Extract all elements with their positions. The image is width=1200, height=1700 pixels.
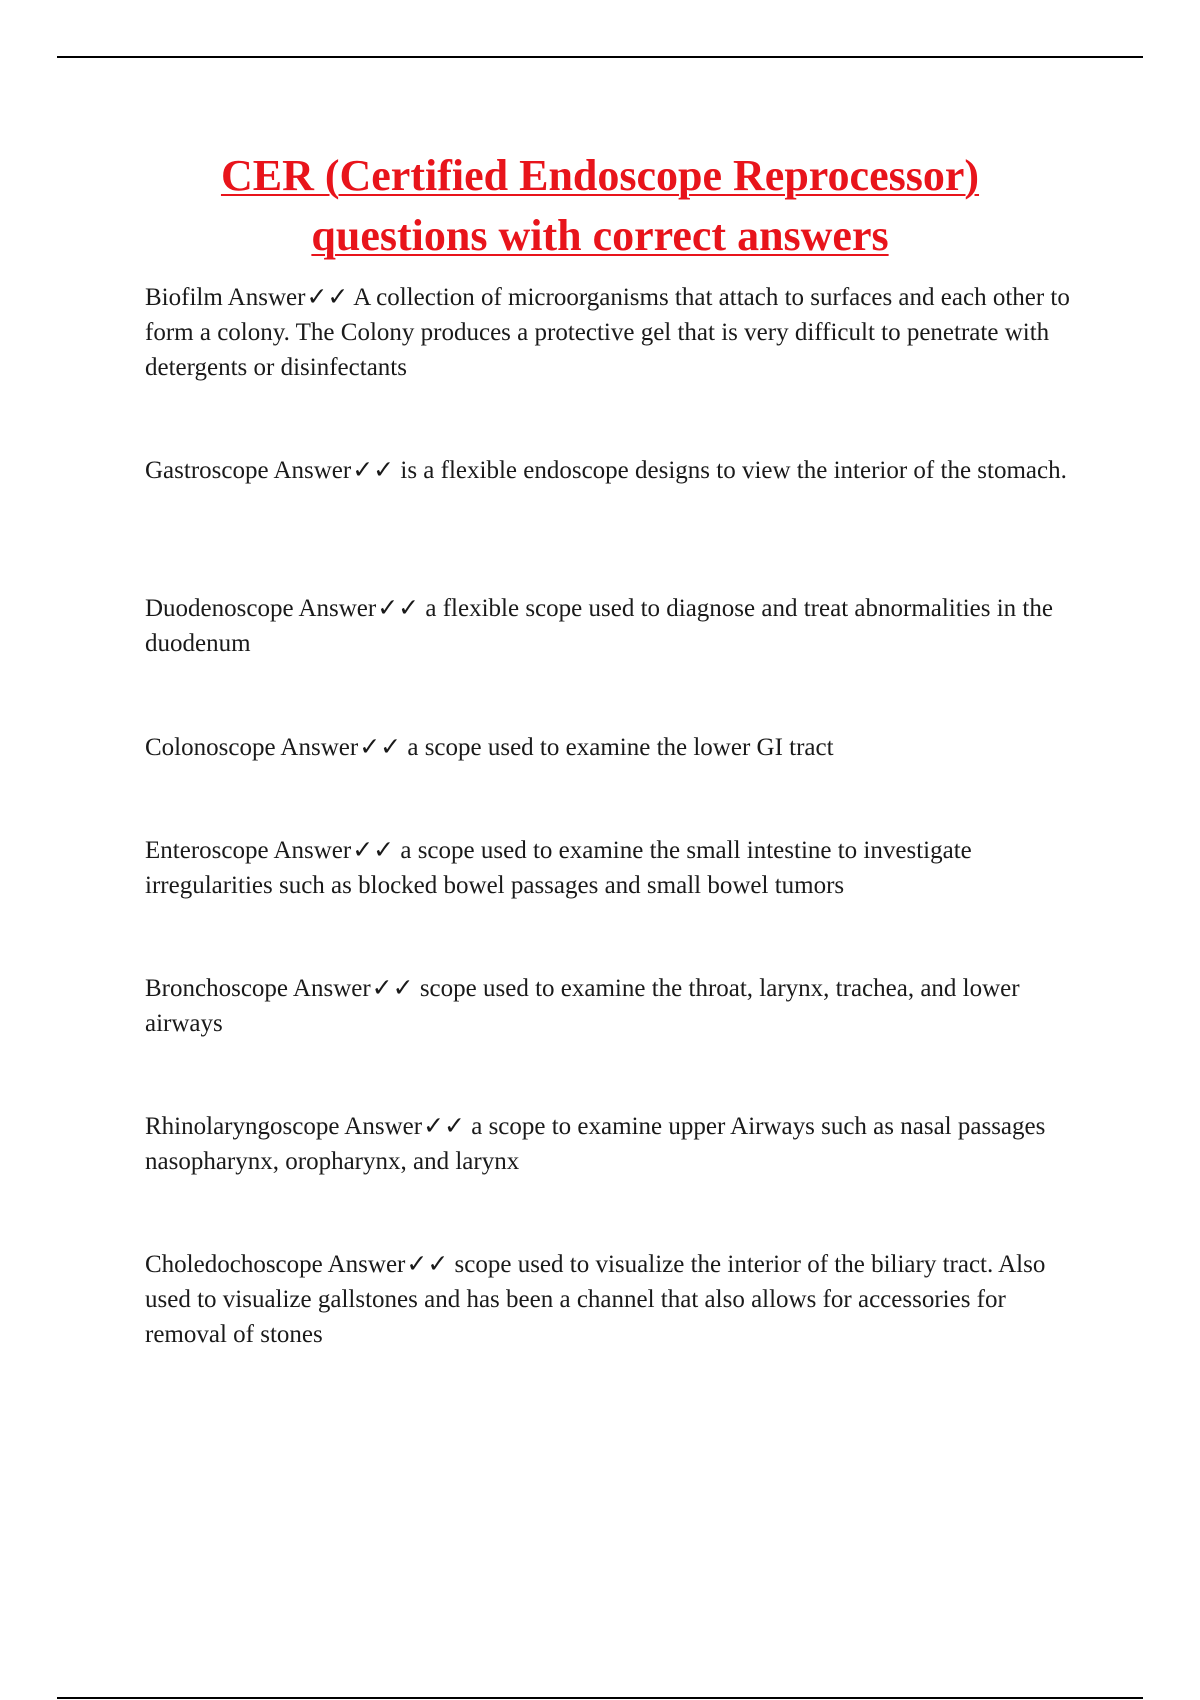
term: Gastroscope <box>145 457 269 484</box>
qa-entry-biofilm <box>145 280 1085 385</box>
qa-entry-duodenoscope <box>145 591 1085 661</box>
check-marks: ✓✓ <box>377 595 420 622</box>
qa-entry-gastroscope <box>145 453 1085 488</box>
answer-label: Answer <box>273 837 352 864</box>
title-line-1: CER (Certified Endoscope Reprocessor) <box>220 151 980 200</box>
definition: is a flexible endoscope designs to view the interior of the stomach. <box>400 457 1067 484</box>
term: Biofilm <box>145 284 223 311</box>
qa-entry-choledochoscope <box>145 1247 1085 1352</box>
term: Enteroscope <box>145 837 269 864</box>
term: Bronchoscope <box>145 975 289 1002</box>
answer-label: Answer <box>344 1113 423 1140</box>
answer-label: Answer <box>327 1251 406 1278</box>
check-marks: ✓✓ <box>371 975 414 1002</box>
answer-label: Answer <box>273 457 352 484</box>
title-line-2: questions with correct answers <box>311 211 889 260</box>
check-marks: ✓✓ <box>352 457 395 484</box>
bottom-rule <box>57 1697 1143 1699</box>
definition: a scope used to examine the lower GI tract <box>407 734 834 761</box>
definition: a scope used to examine the small intestine to investigate irregularities such as blocked bowel passages and small bowel tumors <box>145 837 972 899</box>
answer-label: Answer <box>227 284 306 311</box>
definition: scope used to examine the throat, larynx, trachea, and lower airways <box>145 975 1020 1037</box>
qa-entry-rhinolaryngoscope <box>145 1109 1085 1179</box>
definition: scope used to visualize the interior of the biliary tract. Also used to visualize gallstones and has been a channel that also allows for accessories for removal of stones <box>145 1251 1046 1348</box>
answer-label: Answer <box>298 595 377 622</box>
check-marks: ✓✓ <box>359 734 402 761</box>
term: Rhinolaryngoscope <box>145 1113 340 1140</box>
definition: a scope to examine upper Airways such as nasal passages nasopharynx, oropharynx, and larynx <box>145 1113 1046 1175</box>
term: Duodenoscope <box>145 595 294 622</box>
definition: a flexible scope used to diagnose and treat abnormalities in the duodenum <box>145 595 1053 657</box>
term: Choledochoscope <box>145 1251 323 1278</box>
check-marks: ✓✓ <box>423 1113 465 1140</box>
definition: A collection of microorganisms that attach to surfaces and each other to form a colony. The Colony produces a protective gel that is very difficult to penetrate with detergents or disinfectants <box>145 284 1070 381</box>
top-rule <box>57 56 1143 58</box>
answer-label: Answer <box>280 734 359 761</box>
check-marks: ✓✓ <box>306 284 349 311</box>
qa-entry-colonoscope <box>145 730 1085 765</box>
check-marks: ✓✓ <box>406 1251 449 1278</box>
document-title <box>100 146 1100 266</box>
answer-label: Answer <box>292 975 371 1002</box>
qa-entry-bronchoscope <box>145 971 1085 1041</box>
qa-entry-enteroscope <box>145 833 1085 903</box>
check-marks: ✓✓ <box>352 837 395 864</box>
term: Colonoscope <box>145 734 276 761</box>
